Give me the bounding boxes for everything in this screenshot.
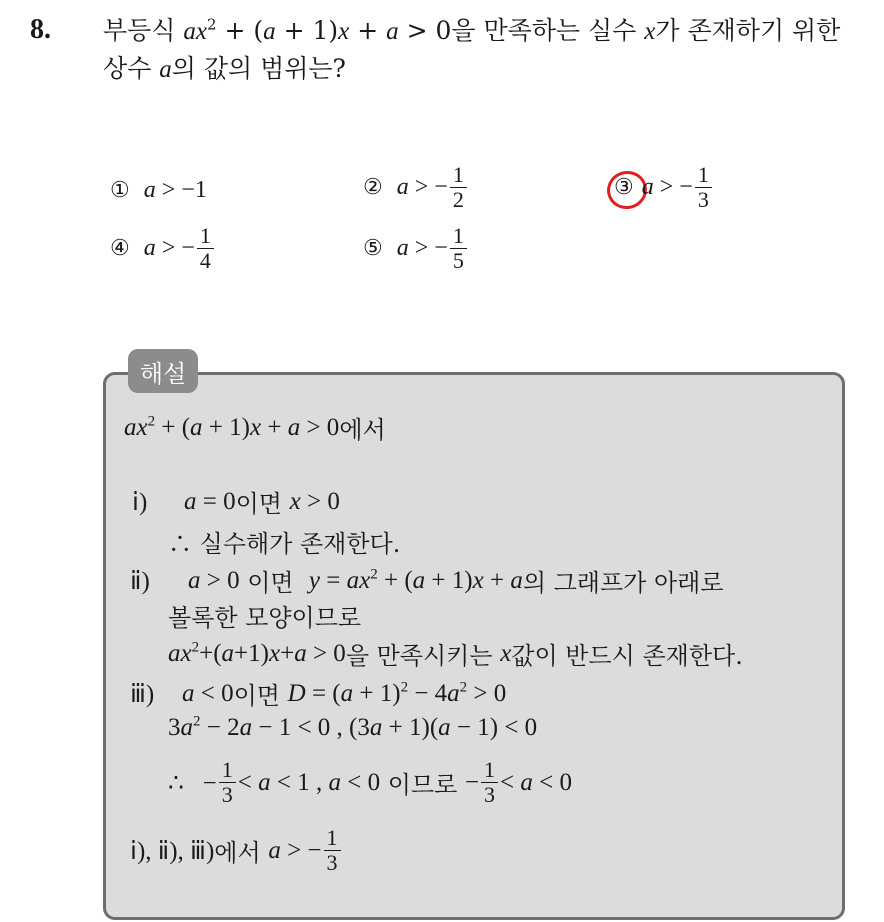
question-text: 부등식	[103, 16, 176, 45]
choice-2[interactable]	[363, 163, 469, 212]
inequality: $ax^2 + (a + 1)x + a > 0$	[183, 15, 452, 45]
case-3-line-3: ∴ − $\frac{1}{3}$ < a < 1 , a < 0 이므로 − $\frac{1}{3}$ < a < 0	[168, 757, 573, 807]
case-3-line-2: $3a^2 - 2a - 1 < 0$ , (3a + 1)(a − 1) < 0	[168, 713, 538, 741]
choice-marker: ②	[363, 175, 383, 200]
case-1-conclusion: ∴ 실수해가 존재한다.	[168, 530, 401, 558]
choice-marker: ①	[110, 178, 130, 203]
case-3-line: ⅲ) a < 0 이면 $D = (a + 1)^2 - 4a^2 > 0$	[130, 679, 507, 710]
choice-marker: ④	[110, 236, 130, 261]
variable-x: x	[644, 18, 656, 45]
choice-1[interactable]	[110, 177, 207, 204]
question-text: 상수	[103, 54, 152, 83]
question-text: 가 존재하기 위한	[655, 16, 841, 45]
case-2-line-3: $ax^2+(a+1)x+a > 0$ 을 만족시키는 x 값이 반드시 존재한다.	[168, 639, 743, 670]
question-text: 을 만족하는 실수	[451, 16, 637, 45]
choice-math: a > −1	[143, 177, 207, 203]
choice-marker: ⑤	[363, 236, 383, 261]
choice-4[interactable]	[110, 224, 216, 273]
choice-math: a > −	[396, 235, 448, 261]
fraction: $\frac{1}{4}$	[197, 224, 214, 273]
question-number: 8.	[30, 14, 51, 45]
question-text: 의 값의 범위는?	[171, 54, 346, 83]
fraction: $\frac{1}{2}$	[450, 163, 467, 212]
question-line-1	[103, 14, 840, 49]
fraction: $\frac{1}{5}$	[450, 224, 467, 273]
question-line-2	[103, 52, 346, 87]
fraction: $\frac{1}{3}$	[695, 163, 712, 212]
choice-math: a > −	[396, 174, 448, 200]
choice-3[interactable]	[614, 163, 714, 212]
explanation-tag: 해설	[128, 349, 198, 393]
case-2-line-2: 볼록한 모양이므로	[168, 604, 362, 632]
case-2-line: ⅱ) a > 0 이면 $y = ax^2 + (a + 1)x + a$ 의 그래프가 아래로	[130, 566, 724, 597]
choice-5[interactable]	[363, 224, 469, 273]
variable-a: a	[159, 56, 172, 83]
choice-math: a > −	[143, 235, 195, 261]
case-1-line: ⅰ) a = 0 이면 x > 0	[132, 487, 340, 518]
final-conclusion: ⅰ), ⅱ), ⅲ) 에서 a > − $\frac{1}{3}$	[130, 826, 343, 875]
choice-marker: ③	[614, 175, 634, 200]
explanation-intro: $ax^2 + (a + 1)x + a > 0$ 에서	[124, 413, 386, 444]
choice-math: a > −	[641, 174, 693, 200]
